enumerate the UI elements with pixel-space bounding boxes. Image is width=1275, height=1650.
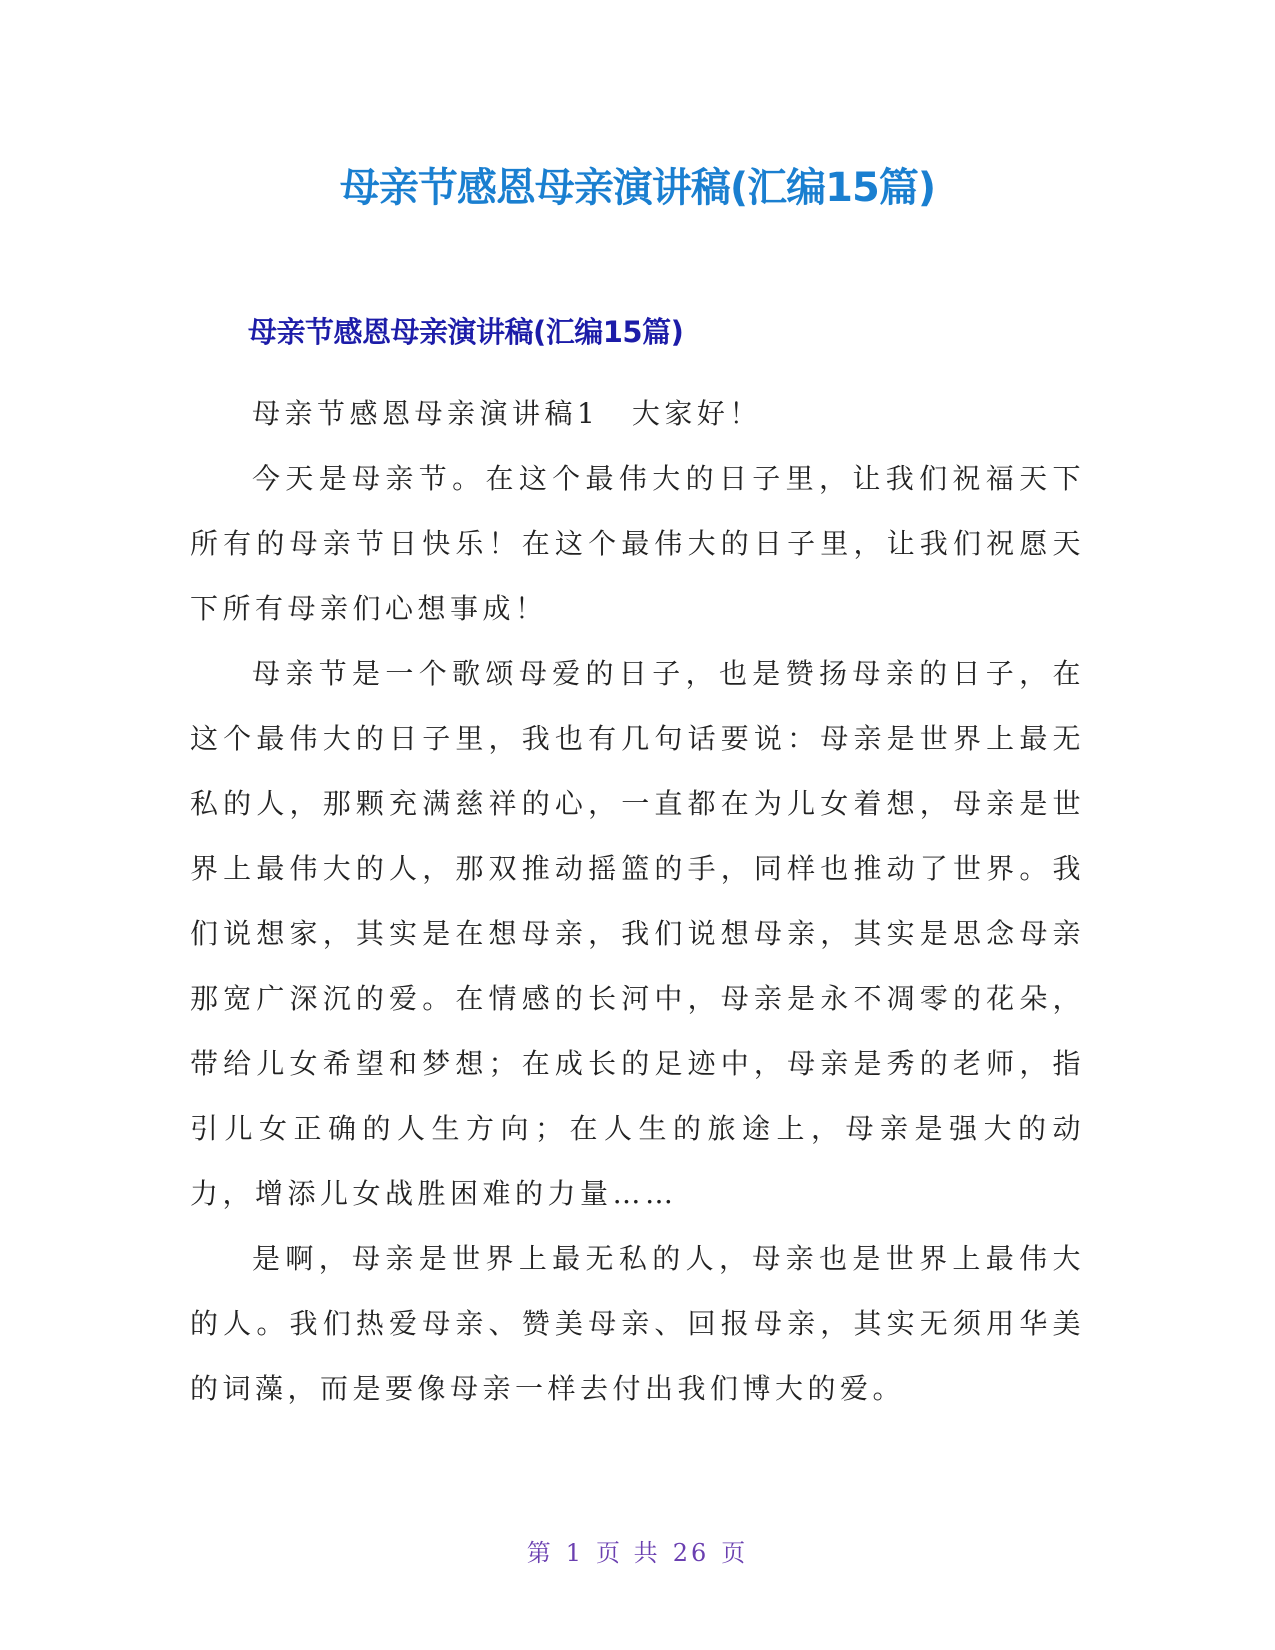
paragraph-greeting: 母亲节感恩母亲演讲稿1 大家好！ (252, 397, 762, 430)
paragraph-conclusion: 是啊，母亲是世界上最无私的人，母亲也是世界上最伟大的人。我们热爱母亲、赞美母亲、回报母亲，其实无须用华美的词藻，而是要像母亲一样去付出我们博大的爱。 (190, 1242, 1085, 1405)
page-prefix: 第 (526, 1539, 554, 1567)
paragraph-main: 母亲节是一个歌颂母爱的日子，也是赞扬母亲的日子，在这个最伟大的日子里，我也有几句话要说：母亲是世界上最无私的人，那颗充满慈祥的心，一直都在为儿女着想，母亲是世界上最伟大的人，那双推动摇篮的手，同样也推动了世界。我们说想家，其实是在想母亲，我们说想母亲，其实是思念母亲那宽广深沉的爱。在情感的长河中，母亲是永不凋零的花朵，带给儿女希望和梦想；在成长的足迹中，母亲是秀的老师，指引儿女正确的人生方向；在人生的旅途上，母亲是强大的动力，增添儿女战胜困难的力量…… (190, 657, 1085, 1210)
page-suffix: 页 (721, 1539, 749, 1567)
page-current: 1 (565, 1539, 585, 1567)
document-body (190, 381, 1085, 1421)
page-total: 26 (672, 1539, 710, 1567)
page-number-footer (0, 1538, 1275, 1568)
page-title: 母亲节感恩母亲演讲稿(汇编15篇) (339, 165, 936, 211)
section-heading: 母亲节感恩母亲演讲稿(汇编15篇) (248, 315, 684, 349)
paragraph-intro: 今天是母亲节。在这个最伟大的日子里，让我们祝福天下所有的母亲节日快乐！在这个最伟大的日子里，让我们祝愿天下所有母亲们心想事成！ (190, 462, 1085, 625)
page-mid: 页 共 (596, 1539, 661, 1567)
